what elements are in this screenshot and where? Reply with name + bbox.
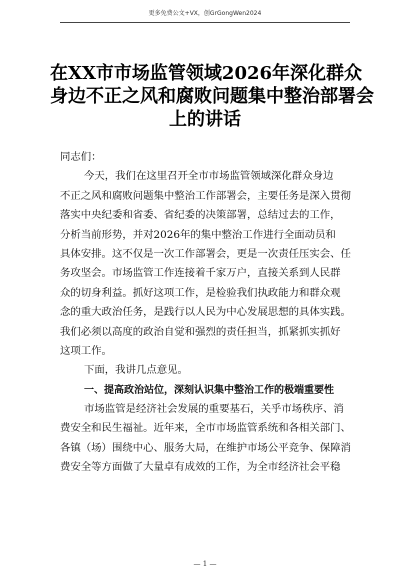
body-line: 落实中央纪委和省委、省纪委的决策部署，总结过去的工作，	[60, 209, 341, 222]
body-line: 市场监管是经济社会发展的重要基石，关乎市场秩序、消	[84, 403, 344, 416]
body-line: 下面，我讲几点意见。	[84, 364, 188, 377]
document-body	[60, 148, 360, 478]
body-line: 众的切身利益。抓好这项工作，是检验我们执政能力和群众观	[60, 286, 341, 299]
heading-line: 一、提高政治站位，深刻认识集中整治工作的极端重要性	[84, 384, 334, 396]
body-line: 不正之风和腐败问题集中整治工作部署会，主要任务是深入贯彻	[60, 189, 351, 202]
body-line: 我们必须以高度的政治自觉和强烈的责任担当，抓紧抓实抓好	[60, 325, 341, 338]
page-header: 更多免费公文+VX，创GrGongWen2024	[148, 10, 262, 17]
paragraph-opening	[60, 167, 360, 361]
body-line: 费安全等方面做了大量卓有成效的工作，为全市经济社会平稳	[60, 461, 341, 474]
header-divider	[60, 22, 350, 23]
salutation	[60, 148, 360, 167]
body-line: 具体安排。这不仅是一次工作部署会，更是一次责任压实会、任	[60, 247, 351, 260]
section-heading-1	[60, 381, 360, 400]
body-line: 今天，我们在这里召开全市市场监管领域深化群众身边	[84, 170, 334, 183]
title-line: 在XX市市场监管领域2026年深化群众	[50, 63, 363, 84]
document-title	[50, 62, 374, 131]
body-line: 同志们：	[60, 151, 102, 163]
body-line: 务攻坚会。市场监管工作连接着千家万户，直接关系到人民群	[60, 267, 341, 280]
body-line: 这项工作。	[60, 344, 112, 357]
paragraph-section-1	[60, 400, 360, 478]
paragraph-transition	[60, 361, 360, 380]
body-line: 各镇（场）围绕中心、服务大局，在维护市场公平竞争、保障消	[60, 441, 351, 454]
title-line: 上的讲话	[169, 109, 241, 130]
body-line: 念的重大政治任务，是践行以人民为中心发展思想的具体实践。	[60, 306, 351, 319]
page-number: — 1 —	[193, 560, 217, 568]
body-line: 费安全和民生福祉。近年来，全市市场监管系统和各相关部门、	[60, 422, 351, 435]
title-line: 身边不正之风和腐败问题集中整治部署会	[50, 86, 374, 107]
body-line: 分析当前形势，并对2026年的集中整治工作进行全面动员和	[60, 228, 336, 241]
